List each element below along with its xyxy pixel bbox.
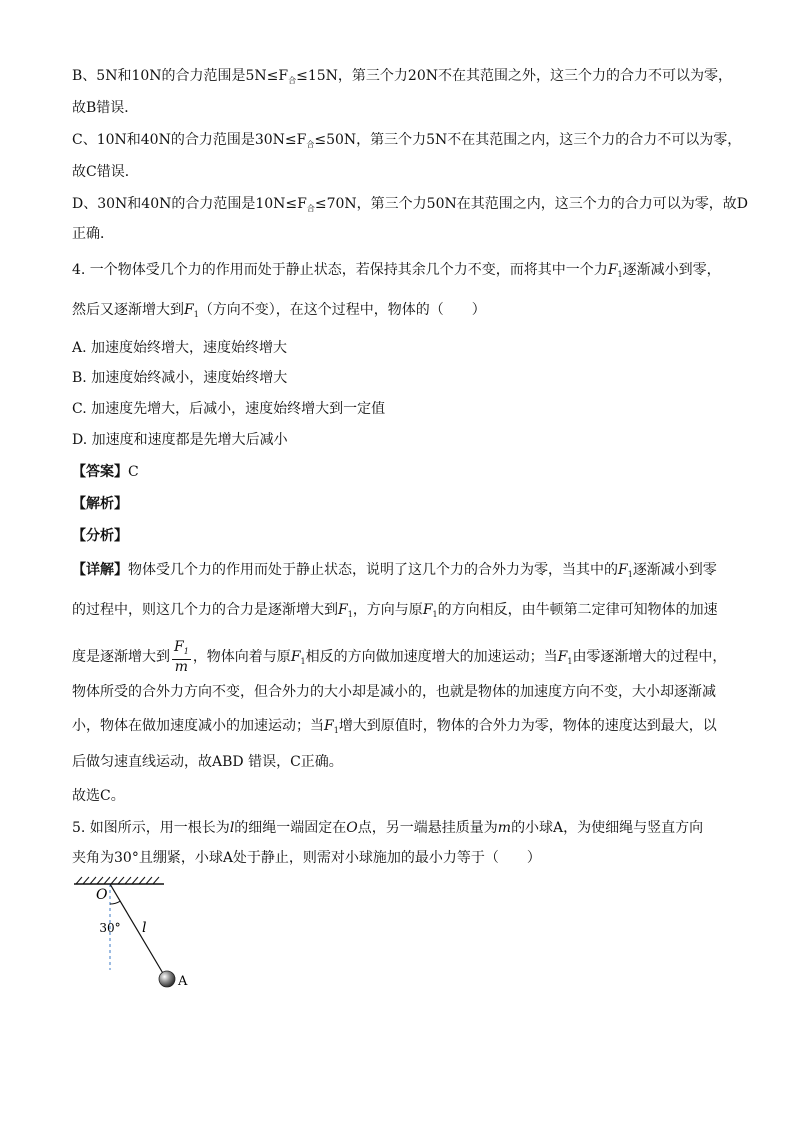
q4-option-a: A. 加速度始终增大，速度始终增大 xyxy=(72,340,288,356)
solution-c-line1: C、10N和40N的合力范围是$30N\le F_合\le 50N$，第三个力5N不在其范围之内，这三个力的合力不可以为零， xyxy=(72,132,742,149)
q5-stem-line1: 5. 如图所示，用一根长为l的细绳一端固定在O点，另一端悬挂质量为m的小球A，为使细绳与竖直方向 xyxy=(72,820,704,836)
q4-option-b: B. 加速度始终减小，速度始终增大 xyxy=(72,370,288,386)
fraction-f1-over-m: $\frac{F_1}{m}$ xyxy=(174,639,189,675)
solution-d-line1: D、30N和40N的合力范围是$10N\le F_合\le 70N$，第三个力50N在其范围之内，这三个力的合力可以为零，故D xyxy=(72,196,748,213)
q4-detail-line4: 物体所受的合外力方向不变，但合外力的大小却是减小的，也就是物体的加速度方向不变，大小却逐渐减 xyxy=(72,684,716,700)
solution-b-line2: 故B错误． xyxy=(72,100,139,116)
q4-detail-line6: 后做匀速直线运动，故ABD 错误，C正确。 xyxy=(72,754,343,770)
q4-answer: 【答案】C xyxy=(72,464,139,480)
q4-option-d: D. 加速度和速度都是先增大后减小 xyxy=(72,432,288,448)
q4-stem-line2: 然后又逐渐增大到$F_1$（方向不变），在这个过程中，物体的（ ） xyxy=(72,302,486,319)
ceiling xyxy=(74,877,164,884)
angle-arc xyxy=(110,901,120,904)
q4-detail-line2: 的过程中，则这几个力的合力是逐渐增大到$F_1$，方向与原$F_1$的方向相反，由牛顿第二定律可知物体的加速 xyxy=(72,602,718,619)
q5-stem-line2: 夹角为30°且绷紧，小球A处于静止，则需对小球施加的最小力等于（ ） xyxy=(72,850,541,866)
q4-fenxi-label: 【分析】 xyxy=(72,528,128,544)
q4-detail-line1: 【详解】物体受几个力的作用而处于静止状态，说明了这几个力的合外力为零，当其中的$F_1$逐渐减小到零 xyxy=(72,562,717,579)
ball-a xyxy=(159,971,175,987)
solution-d-line2: 正确． xyxy=(72,226,114,242)
solution-c-line2: 故C错误． xyxy=(72,164,139,180)
label-angle: 30° xyxy=(99,921,121,935)
q4-stem-line1: 4. 一个物体受几个力的作用而处于静止状态，若保持其余几个力不变，而将其中一个力$F_1$逐渐减小到零， xyxy=(72,262,721,279)
q4-detail-line3: 度是逐渐增大到 $\frac{F_1}{m}$ ，物体向着与原$F_1$相反的方向做加速度增大的加速运动；当$F_1$由零逐渐增大的过程中， xyxy=(72,639,727,675)
label-a: A xyxy=(178,974,188,989)
label-o: O xyxy=(96,887,108,903)
pendulum-diagram xyxy=(68,874,208,1004)
q4-detail-line5: 小，物体在做加速度减小的加速运动；当$F_1$增大到原值时，物体的合外力为零，物体的速度达到最大，以 xyxy=(72,718,717,735)
q4-jiexi-label: 【解析】 xyxy=(72,496,128,512)
label-l: l xyxy=(142,920,147,936)
solution-b-line1: B、5N和10N的合力范围是$5N\le F_合\le 15N$，第三个力20N不在其范围之外，这三个力的合力不可以为零， xyxy=(72,68,732,85)
q4-option-c: C. 加速度先增大，后减小，速度始终增大到一定值 xyxy=(72,401,386,417)
q4-conclusion: 故选C。 xyxy=(72,788,125,804)
